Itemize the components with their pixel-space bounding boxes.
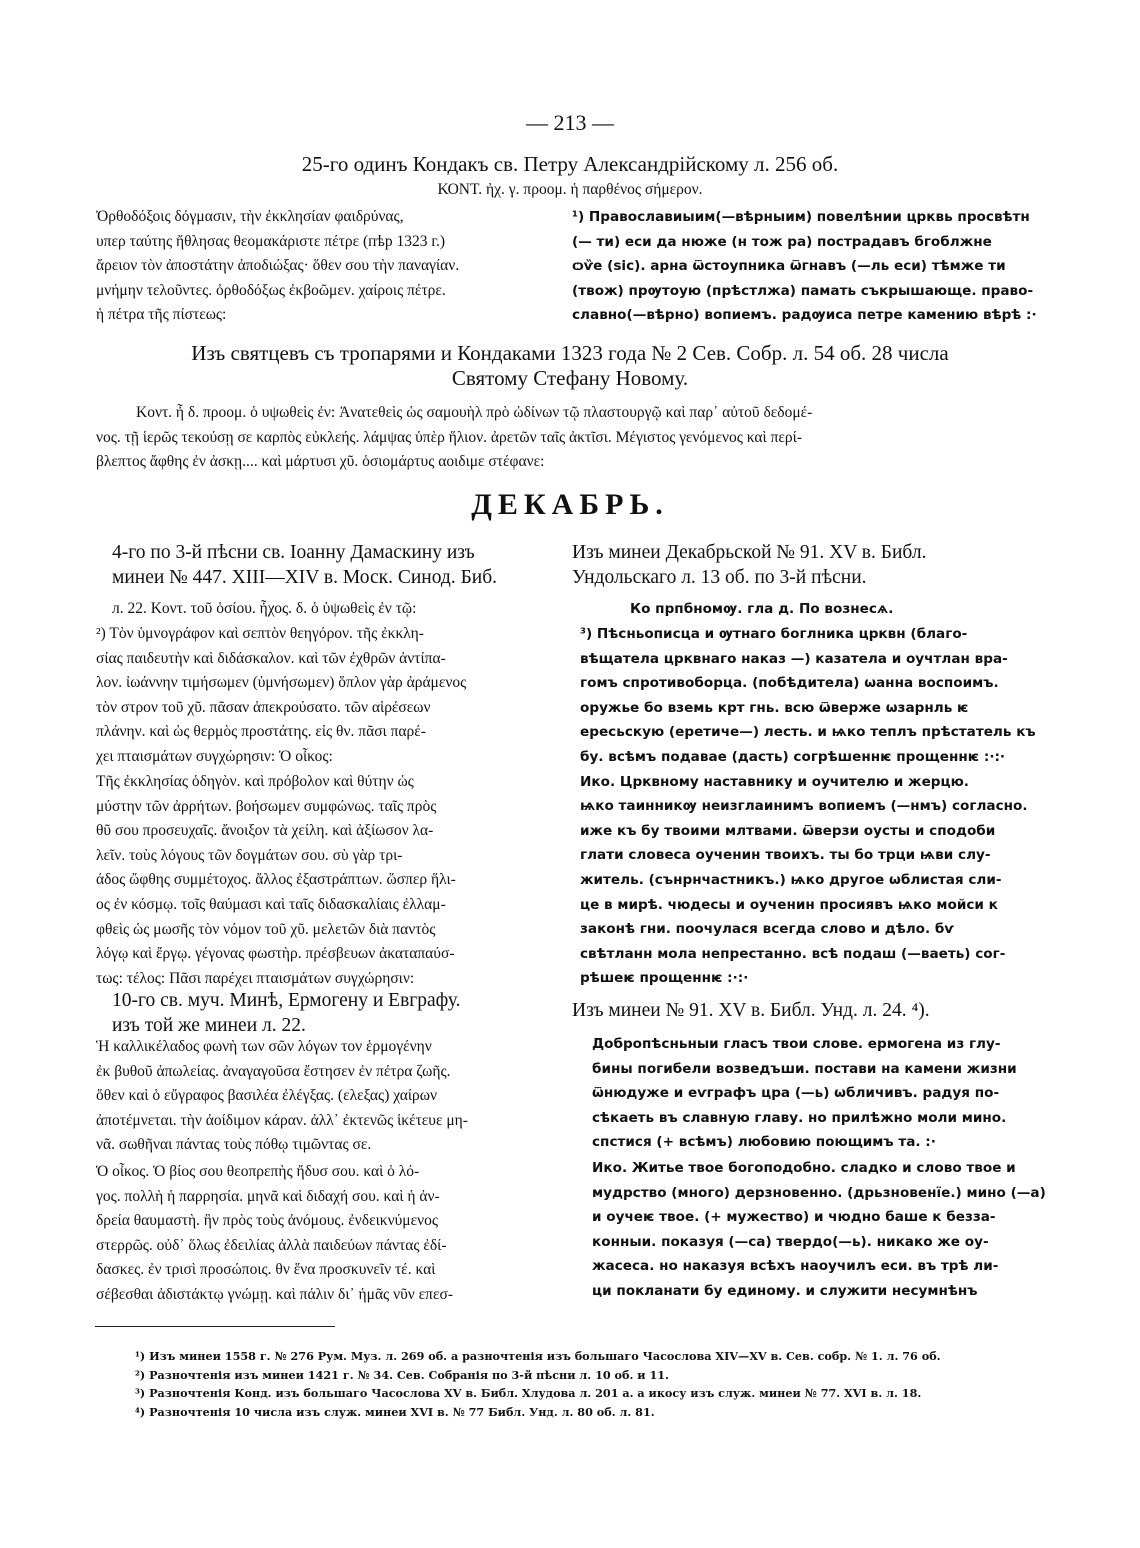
footnotes <box>135 1347 941 1421</box>
kont-line: ΚΟΝΤ. ἠχ. γ. προομ. ἡ παρθένος σήμερον. <box>437 181 703 198</box>
left-col-greek-1 <box>96 622 466 770</box>
right-col-slav-2 <box>592 1032 1017 1155</box>
text-line: φθεὶς ὡς μωσῆς τὸν νόμον τοῦ χῦ. μελετῶν διὰ παντὸς <box>96 920 436 938</box>
text-line: глати словеса оученин твоихъ. ты бо трци ѩви слу- <box>580 847 991 864</box>
text-line: житель. (сънрнчастникъ.) ѩко другое ѡблистая сли- <box>580 871 1002 888</box>
text-line: λεῖν. τοὺς λόγους τῶν δογμάτων σου. σὺ γὰρ τρι- <box>96 846 403 864</box>
text-line: ἡ πέτρα τῆς πίστεως: <box>96 306 227 324</box>
heading-line: минеи № 447. XIII—XIV в. Моск. Синод. Биб. <box>112 567 497 588</box>
left-col-greek-3 <box>96 1035 468 1158</box>
text-line: ¹) Православиыим(—вѣрныим) повелѣнии црквь просвѣтн <box>572 209 1030 225</box>
text-line: στερρῶς. οὐδ᾽ ὅλως ἐδειλίας ἀλλὰ παιδεύων πάντας ἐδί- <box>96 1236 447 1254</box>
text-line: оружье бо вземь крт гнь. всю ѿверже ѡзарнль ѥ <box>580 699 969 716</box>
left-col-greek-2 <box>96 770 456 991</box>
footnote: ³) Разночтенія Конд. изъ большаго Часослова XV в. Библ. Хлудова л. 201 а. а икосу изъ служ. минеи № 77. XVI в. л. 18. <box>135 1386 922 1400</box>
greek-kondak <box>96 205 459 328</box>
text-line: θῦ σου προσευχαῖς. ἄνοιξον τὰ χείλη. καὶ ἀξίωσον λα- <box>96 822 434 840</box>
text-line: ³) Пѣсньописца и ѹтнаго боглника црквн (благо- <box>580 626 968 642</box>
footnote-divider <box>95 1326 335 1327</box>
text-line: ἄρειον τὸν ἀποστάτην ἀποδιώξας· ὅθεν σου τὴν παναγίαν. <box>96 257 460 275</box>
text-line: χει πταισμάτων συγχώρησιν: Ὁ οἶκος: <box>96 747 333 765</box>
right-col-heading <box>572 540 926 590</box>
month-title: ДЕКАБРЬ. <box>471 488 669 521</box>
kondak-heading: 25-го одинъ Кондакъ св. Петру Александрійскому л. 256 об. <box>301 152 839 176</box>
text-line: Ὁ οἶκος. Ὁ βίος σου θεοπρεπὴς ἤδυσ σου. καὶ ὁ λό- <box>96 1163 420 1180</box>
text-line: βλεπτος ἄφθης ἐν ἀσκῃ.... καὶ μάρτυσι χῦ. ὁσιομάρτυς αοιδιμε στέφανε: <box>96 453 545 471</box>
text-line: славно(—вѣрно) вопиемъ. радѹиса петре камению вѣрѣ :· <box>572 307 1037 324</box>
right-col-slav-3 <box>592 1156 1046 1304</box>
text-line: сѣкаеть въ славную главу. но прилѣжно моли мино. <box>592 1109 1007 1126</box>
text-line: Ико. Црквному наставнику и оучителю и жерцю. <box>580 773 969 790</box>
text-line: ὅθεν καὶ ὁ εὔγραφος βασιλέα ἐλέγξας. (ελεξας) χαίρων <box>96 1087 438 1105</box>
text-line: νᾶ. σωθῆναι πάντας τοὺς πόθῳ τιμῶντας σε. <box>96 1136 372 1154</box>
text-line: υπερ ταύτης ἤθλησας θεομακάριστε πέτρε (пѣр 1323 г.) <box>96 232 445 250</box>
right-col-kont: Ко прпбномѹ. гла д. По вознесѧ. <box>630 601 894 617</box>
kont-stefan <box>96 401 1056 475</box>
text-line: ѿнюдуже и еѵграфъ цра (—ь) ѡбличивъ. радуя по- <box>592 1085 1000 1102</box>
heading-line: 4-го по 3-й пѣсни св. Іоанну Дамаскину изъ <box>112 542 475 563</box>
text-line: ἐκ βυθοῦ ἀπωλείας. ἀναγαγοῦσα ἔστησεν ἐν πέτρα ζωῆς. <box>96 1062 451 1080</box>
text-line: ѩко таинникѹ неизглаинимъ вопиемъ (—нмъ) согласно. <box>580 798 1028 815</box>
text-line: ересьскую (еретиче—) лесть. и ѩко теплъ прѣстатель къ <box>580 724 1036 741</box>
heading-line: Ундольскаго л. 13 об. по 3-й пѣсни. <box>572 567 867 588</box>
text-line: (— ти) еси да нюже (н тож ра) пострадавъ бгоблжне <box>572 233 992 250</box>
text-line: Ἡ καλλικέλαδος φωνὴ των σῶν λόγων τον ἑρμογένην <box>96 1038 432 1055</box>
text-line: σέβεσθαι ἀδιστάκτῳ γνώμῃ. καὶ πάλιν δι᾽ ἡμᾶς νῦν επεσ- <box>96 1285 453 1303</box>
text-line: бины погибели возведъши. постави на камени жизни <box>592 1060 1017 1077</box>
heading-line: Изъ святцевъ съ тропарями и Кондаками 1323 года № 2 Сев. Собр. л. 54 об. 28 числа <box>191 341 949 365</box>
text-line: це в мирѣ. чюдесы и оученин просиявъ ѩко мойси к <box>580 896 998 913</box>
text-line: μύστην τῶν ἀρρήτων. βοήσωμεν συμφώνως. ταῖς πρὸς <box>96 797 437 815</box>
text-line: мудрство (много) дерзновенно. (дрьзновенїе.) мино (—а) <box>592 1184 1046 1201</box>
text-line: νος. τῇ ἱερῶς τεκούσῃ σε καρπὸς εὐκλεής. λάμψας ὑπὲρ ἥλιον. ἀρετῶν ταῖς ἀκτῖσι. Μέγιστος γενόμενος καὶ περί- <box>96 428 802 446</box>
text-line: τως: τέλος: Πᾶσι παρέχει πταισμάτων συγχώρησιν: <box>96 969 415 987</box>
text-line: Добропѣсньныи гласъ твои слове. ермогена из глу- <box>592 1036 1001 1052</box>
text-line: γος. πολλὴ ἡ παρρησία. μηνᾶ καὶ διδαχή σου. καὶ ἡ ἀν- <box>96 1187 440 1205</box>
text-line: (твож) прѹтоую (прѣстлжа) памать съкрышающе. право- <box>572 282 1034 299</box>
left-col-heading-2 <box>112 988 461 1038</box>
text-line: άδος ὤφθης συμμέτοχος. ἄλλος ἐξαστράπτων. ὥσπερ ἥλι- <box>96 871 456 889</box>
footnote: ⁴) Разночтенія 10 числа изъ служ. минеи XVI в. № 77 Библ. Унд. л. 80 об. л. 81. <box>135 1404 655 1419</box>
slavonic-kondak <box>572 205 1037 328</box>
heading-line: Изъ минеи Декабрьской № 91. XV в. Библ. <box>572 542 927 563</box>
text-line: Ὀρθοδόξοις δόγμασιν, τὴν ἐκκλησίαν φαιδρύνας, <box>96 208 404 225</box>
footnote: ²) Разночтенія изъ минеи 1421 г. № 34. Сев. Собранія по 3-й пѣсни л. 10 об. и 11. <box>135 1367 669 1382</box>
left-col-heading <box>112 540 497 590</box>
footnote: ¹) Изъ минеи 1558 г. № 276 Рум. Муз. л. 269 об. а разночтенія изъ большаго Часослова XIV—XV в. Сев. собр. № 1. л. 76 об. <box>135 1349 941 1363</box>
text-line: Ико. Житье твое богоподобно. сладко и слово твое и <box>592 1160 1016 1176</box>
text-line: ѻѷе (sic). арна ѿстоупника ѿгнавъ (—ль еси) тѣмже ти <box>572 258 1006 275</box>
heading-line: 10-го св. муч. Минѣ, Ермогену и Евграфу. <box>112 990 461 1011</box>
text-line: λόγῳ καὶ ἔργῳ. γέγονας φωστὴρ. πρέσβευων ἀκαταπαύσ- <box>96 945 455 963</box>
text-line: τὸν στρον τοῦ χῦ. πᾶσαν ἀπεκρούσατο. τῶν αἱρέσεων <box>96 698 431 716</box>
heading-line: Святому Стефану Новому. <box>451 366 689 390</box>
left-col-greek-4 <box>96 1160 453 1308</box>
text-line: λον. ἰωάννην τιμήσωμεν (ὑμνήσωμεν) ὅπλον γὰρ ἀράμενος <box>96 674 467 692</box>
heading-line: изъ той же минеи л. 22. <box>112 1015 306 1036</box>
text-line: гомъ спротивоборца. (побѣдитела) ѡанна воспоимъ. <box>580 675 999 692</box>
text-line: конныи. показуя (—са) твердо(—ь). никако же оу- <box>592 1233 989 1250</box>
text-line: σίας παιδευτὴν καὶ διδάσκαλον. καὶ τῶν ἐχθρῶν ἀντίπα- <box>96 649 446 667</box>
text-line: ος ἐν κόσμῳ. τοῖς θαύμασι καὶ ταῖς διδασκαλίαις ἐλλαμ- <box>96 895 446 913</box>
text-line: Κοντ. ἦ δ. προομ. ὁ υψωθεὶς ἐν: Ἀνατεθεὶς ὡς σαμουὴλ πρὸ ὠδίνων τῷ πλαστουργῷ καὶ παρ᾽ αὐτοῦ δεδομέ- <box>136 404 813 421</box>
text-line: бу. всѣмъ подавае (дасть) согрѣшеннѥ прощеннѥ :·:· <box>580 748 1006 765</box>
text-line: ²) Τὸν ὑμνογράφον καὶ σεπτὸν θεηγόρον. τῆς ἐκκλη- <box>96 625 424 642</box>
text-line: свѣтланн мола непрестанно. всѣ подаш (—ваеть) сог- <box>580 945 1006 962</box>
right-col-slav-1 <box>580 622 1036 991</box>
text-line: жасеса. но наказуя всѣхъ наоучилъ еси. въ трѣ ли- <box>592 1258 999 1275</box>
text-line: вѣщатела црквнаго наказ —) казатела и оучтлан вра- <box>580 650 1008 667</box>
page-number: — 213 — <box>526 110 614 135</box>
text-line: спстися (+ всѣмъ) любовию поющимъ та. :· <box>592 1134 936 1151</box>
text-line: законѣ гни. поочулася всегда слово и дѣло. бѵ <box>580 921 954 938</box>
text-line: Τῆς ἐκκλησίας ὁδηγὸν. καὶ πρόβολον καὶ θύτην ὡς <box>96 773 414 790</box>
text-line: δασκες. ἐν τρισὶ προσώποις. θν ἕνα προσκυνεῖν τέ. καὶ <box>96 1261 436 1279</box>
text-line: μνήμην τελοῦντες. ὀρθοδόξως ἐκβοῶμεν. χαίροις πέτρε. <box>96 281 446 299</box>
svyatec-heading <box>0 341 1140 391</box>
text-line: ἀποτέμνεται. τὴν ἀοίδιμον κάραν. ἀλλ᾽ ἐκτενῶς ἱκέτευε μη- <box>96 1111 468 1129</box>
text-line: иже къ бу твоими млтвами. ѿверзи оусты и сподоби <box>580 822 996 839</box>
right-col-heading-2: Изъ минеи № 91. XV в. Библ. Унд. л. 24. ⁴). <box>572 1000 930 1021</box>
text-line: и оучеѥ твое. (+ мужество) и чюдно баше к безза- <box>592 1209 996 1226</box>
left-col-kont: л. 22. Κοντ. τοῦ ὁσίου. ἦχος. δ. ὁ ὑψωθεὶς ἐν τῷ: <box>112 600 417 617</box>
text-line: δρεία θαυμαστὴ. ἣν πρὸς τοὺς ἀνόμους. ἐνδεικνύμενος <box>96 1212 438 1230</box>
text-line: πλάνην. καὶ ὡς θερμὸς προστάτης. εἰς θν. πᾶσι παρέ- <box>96 723 426 741</box>
text-line: ци покланати бу единому. и служити несумнѣнъ <box>592 1282 978 1299</box>
text-line: рѣшеѥ прощеннѥ :·:· <box>580 970 749 987</box>
